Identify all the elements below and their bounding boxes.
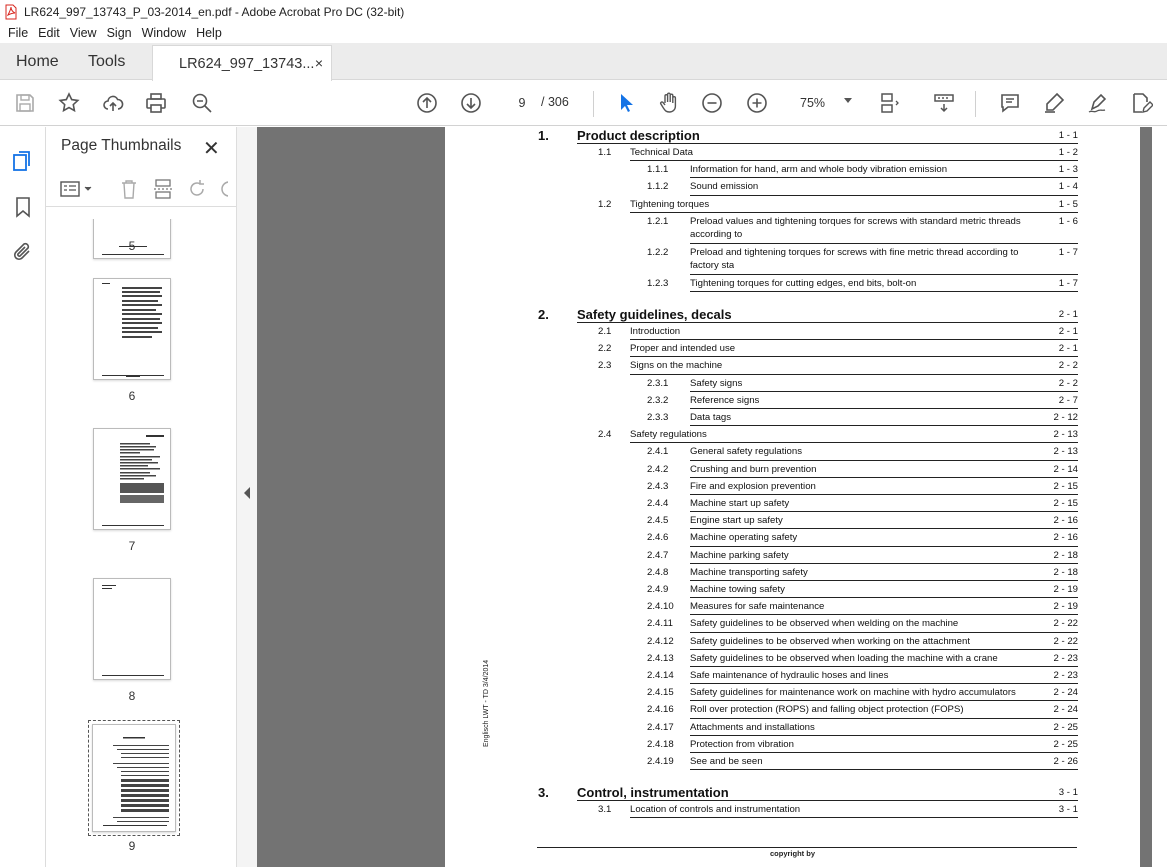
toc-entry-number: 2.4.5 bbox=[647, 515, 669, 527]
toc-entry[interactable] bbox=[445, 512, 1140, 529]
toc-entry-page: 2 - 24 bbox=[1053, 687, 1078, 699]
scroll-mode-icon[interactable] bbox=[930, 89, 958, 117]
toc-entry-page: 2 - 7 bbox=[1058, 394, 1078, 406]
toc-entry[interactable] bbox=[445, 178, 1140, 195]
toc-entry[interactable] bbox=[445, 161, 1140, 178]
close-tab-icon[interactable]: × bbox=[314, 55, 323, 71]
zoom-in-icon[interactable] bbox=[743, 89, 771, 117]
next-page-icon[interactable] bbox=[457, 89, 485, 117]
toc-entry-title: Introduction bbox=[630, 326, 681, 337]
thumbnail-page-7-number: 7 bbox=[128, 539, 136, 553]
toc-entry[interactable] bbox=[445, 495, 1140, 512]
chevron-down-icon bbox=[844, 98, 852, 103]
toc-entry-title: Data tags bbox=[690, 412, 732, 423]
thumbnail-page-6-number: 6 bbox=[128, 389, 136, 403]
toc-entry-title: Reference signs bbox=[690, 394, 760, 406]
toc-entry-page: 3 - 1 bbox=[1058, 787, 1078, 799]
toc-entry-number: 1.1 bbox=[598, 147, 612, 158]
bookmark-star-icon[interactable] bbox=[55, 89, 83, 117]
toc-entry-page: 2 - 22 bbox=[1053, 635, 1078, 647]
tab-document[interactable] bbox=[152, 45, 332, 81]
rotate-page-icon[interactable] bbox=[186, 178, 208, 205]
thumbnail-page-8-number: 8 bbox=[128, 689, 136, 703]
tab-home[interactable]: Home bbox=[16, 52, 59, 70]
toc-entry[interactable] bbox=[445, 306, 1140, 323]
highlight-pen-icon[interactable] bbox=[1040, 89, 1068, 117]
thumbnail-list bbox=[46, 219, 216, 859]
toc-entry-number: 2.4.13 bbox=[647, 652, 674, 664]
toc-entry[interactable] bbox=[445, 478, 1140, 495]
tab-bar bbox=[0, 43, 1167, 80]
copyright-text: copyright by bbox=[770, 849, 816, 858]
toc-entry-title: Roll over protection (ROPS) and falling object protection (FOPS) bbox=[690, 704, 964, 716]
acrobat-pdf-icon bbox=[3, 4, 19, 20]
thumbnail-page-8[interactable] bbox=[93, 578, 171, 680]
toc-entry-number: 2.4.11 bbox=[647, 618, 673, 630]
toc-underline bbox=[690, 769, 1078, 770]
toc-entry[interactable] bbox=[445, 213, 1140, 244]
toc-entry[interactable] bbox=[445, 275, 1140, 292]
menu-bar bbox=[0, 23, 1167, 43]
toc-entry-number: 2.4.12 bbox=[647, 635, 674, 647]
toc-entry-title-continued: according to bbox=[690, 228, 743, 240]
toc-entry[interactable] bbox=[445, 392, 1140, 409]
toc-entry[interactable] bbox=[445, 719, 1140, 736]
toc-entry[interactable] bbox=[445, 340, 1140, 357]
toc-entry-number: 2.4.10 bbox=[647, 601, 674, 613]
toc-entry-page: 2 - 1 bbox=[1058, 343, 1078, 355]
left-navigation-rail bbox=[0, 127, 46, 867]
page-number-input[interactable] bbox=[507, 92, 537, 114]
toc-entry[interactable] bbox=[445, 633, 1140, 650]
pdf-page bbox=[445, 127, 1140, 867]
menu-help[interactable]: Help bbox=[196, 26, 222, 40]
toc-entry-number: 2.4.19 bbox=[647, 756, 674, 767]
toc-entry[interactable] bbox=[445, 127, 1140, 144]
toc-entry-page: 2 - 2 bbox=[1058, 360, 1078, 372]
toc-entry-title: Sound emission bbox=[690, 181, 759, 193]
toc-entry[interactable] bbox=[445, 667, 1140, 684]
toc-entry-page: 1 - 6 bbox=[1058, 215, 1078, 227]
toc-entry[interactable] bbox=[445, 443, 1140, 460]
toc-entry-title: Fire and explosion prevention bbox=[690, 480, 816, 492]
toc-entry-title: Safety guidelines to be observed when loading the machine with a crane bbox=[690, 652, 998, 664]
tab-tools[interactable]: Tools bbox=[88, 52, 126, 70]
toc-entry[interactable] bbox=[445, 461, 1140, 478]
toc-entry-page: 2 - 13 bbox=[1053, 429, 1078, 441]
toc-entry-title: Safety guidelines, decals bbox=[577, 307, 732, 322]
print-icon[interactable] bbox=[142, 89, 170, 117]
toc-entry-title: Information for hand, arm and whole body vibration emission bbox=[690, 164, 948, 176]
hand-tool-icon[interactable] bbox=[655, 89, 683, 117]
title-bar bbox=[0, 0, 1167, 23]
thumbnail-page-6[interactable] bbox=[93, 278, 171, 380]
toc-entry-title: Safety signs bbox=[690, 377, 743, 389]
previous-page-icon[interactable] bbox=[413, 89, 441, 117]
toc-entry-page: 2 - 15 bbox=[1053, 498, 1078, 509]
toc-entry-number: 2.4.6 bbox=[647, 532, 669, 544]
toc-entry-page: 2 - 19 bbox=[1053, 601, 1078, 613]
toc-entry-page: 1 - 7 bbox=[1058, 277, 1078, 289]
page-fit-icon[interactable] bbox=[874, 89, 902, 117]
toc-entry-title: Engine start up safety bbox=[690, 515, 783, 527]
toc-entry-page: 2 - 12 bbox=[1053, 412, 1078, 423]
search-zoom-icon[interactable] bbox=[188, 89, 216, 117]
toc-entry[interactable] bbox=[445, 426, 1140, 443]
toc-entry[interactable] bbox=[445, 409, 1140, 426]
toc-entry-number: 2.4.8 bbox=[647, 566, 669, 578]
sign-pen-icon[interactable] bbox=[1084, 89, 1112, 117]
thumbnail-page-9-selected[interactable] bbox=[92, 724, 176, 832]
toc-entry-number: 1.1.2 bbox=[647, 181, 669, 193]
page-thumbnails-icon[interactable] bbox=[11, 149, 35, 173]
toc-entry-number: 2.4 bbox=[598, 429, 612, 441]
toc-entry-title: Signs on the machine bbox=[630, 360, 723, 372]
toc-entry-page: 2 - 18 bbox=[1053, 566, 1078, 578]
toc-entry-page: 1 - 1 bbox=[1058, 130, 1078, 141]
toc-entry-page: 1 - 4 bbox=[1058, 181, 1078, 193]
toc-entry-number: 1.2.3 bbox=[647, 277, 669, 289]
table-of-contents bbox=[445, 127, 1140, 867]
attachments-paperclip-icon[interactable] bbox=[11, 240, 35, 264]
toc-entry-page: 2 - 1 bbox=[1058, 326, 1078, 337]
toc-entry-title: Measures for safe maintenance bbox=[690, 601, 825, 613]
toc-entry-number: 1.2.1 bbox=[647, 215, 669, 227]
toc-entry-title: Preload values and tightening torques for screws with standard metric threads bbox=[690, 215, 1021, 227]
toc-entry-number: 2.4.14 bbox=[647, 670, 674, 681]
toc-entry[interactable] bbox=[445, 144, 1140, 161]
toc-entry[interactable] bbox=[445, 564, 1140, 581]
toc-entry[interactable] bbox=[445, 598, 1140, 615]
toc-entry[interactable] bbox=[445, 684, 1140, 701]
toc-entry-title: See and be seen bbox=[690, 756, 763, 767]
upload-cloud-icon[interactable] bbox=[99, 89, 127, 117]
toc-entry-number: 1.2.2 bbox=[647, 246, 669, 258]
toc-entry[interactable] bbox=[445, 375, 1140, 392]
toc-entry-number: 3.1 bbox=[598, 804, 612, 816]
toc-entry-number: 2.3.3 bbox=[647, 412, 669, 423]
toc-entry[interactable] bbox=[445, 357, 1140, 374]
toc-entry-page: 2 - 14 bbox=[1053, 463, 1078, 475]
toc-entry-page: 2 - 2 bbox=[1058, 377, 1078, 389]
toc-entry[interactable] bbox=[445, 736, 1140, 753]
toc-entry-page: 1 - 3 bbox=[1058, 164, 1078, 176]
toc-entry-number: 2.3.1 bbox=[647, 377, 669, 389]
toc-entry-number: 2.4.4 bbox=[647, 498, 669, 509]
toc-entry-number: 2.4.16 bbox=[647, 704, 674, 716]
toc-entry-title: Control, instrumentation bbox=[577, 785, 729, 801]
toc-entry-number: 2.4.3 bbox=[647, 480, 669, 492]
toc-entry[interactable] bbox=[445, 547, 1140, 564]
toc-entry[interactable] bbox=[445, 244, 1140, 275]
toc-entry-number: 2.1 bbox=[598, 326, 612, 337]
toc-entry-title: General safety regulations bbox=[690, 446, 802, 458]
toc-entry-title: Product description bbox=[577, 128, 700, 143]
toc-entry-page: 2 - 19 bbox=[1053, 584, 1078, 595]
toc-entry[interactable] bbox=[445, 323, 1140, 340]
thumbnail-page-7[interactable] bbox=[93, 428, 171, 530]
toc-entry[interactable] bbox=[445, 784, 1140, 801]
toc-entry-title: Location of controls and instrumentation bbox=[630, 804, 801, 816]
tab-document-label: LR624_997_13743... bbox=[179, 55, 315, 72]
toc-entry-number: 3. bbox=[538, 785, 549, 801]
toc-entry-number: 2.4.18 bbox=[647, 738, 674, 750]
main-toolbar bbox=[0, 81, 1167, 126]
toc-entry-number: 2. bbox=[538, 307, 549, 322]
toc-entry[interactable] bbox=[445, 801, 1140, 818]
viewer-scrollbar[interactable] bbox=[1152, 127, 1167, 867]
thumbnail-options-icon[interactable] bbox=[60, 179, 94, 204]
toc-entry-title: Machine operating safety bbox=[690, 532, 798, 544]
window-title: LR624_997_13743_P_03-2014_en.pdf - Adobe Acrobat Pro DC (32-bit) bbox=[24, 4, 405, 19]
toc-entry-page: 2 - 26 bbox=[1053, 756, 1078, 767]
toc-entry-number: 2.3.2 bbox=[647, 394, 669, 406]
toc-entry-page: 2 - 16 bbox=[1053, 532, 1078, 544]
toc-entry-number: 2.3 bbox=[598, 360, 612, 372]
toc-entry-title: Safe maintenance of hydraulic hoses and lines bbox=[690, 670, 889, 681]
toc-entry-number: 2.4.7 bbox=[647, 549, 669, 561]
delete-page-icon[interactable] bbox=[118, 178, 140, 205]
thumbnail-page-9-number: 9 bbox=[128, 839, 136, 853]
toc-entry-title: Technical Data bbox=[630, 147, 693, 158]
toc-entry[interactable] bbox=[445, 581, 1140, 598]
toc-entry-page: 2 - 24 bbox=[1053, 704, 1078, 716]
toc-entry-number: 1.1.1 bbox=[647, 164, 669, 176]
toc-entry-number: 1.2 bbox=[598, 198, 612, 210]
toc-entry-title: Tightening torques bbox=[630, 198, 710, 210]
toolbar-divider bbox=[975, 91, 976, 117]
side-label: Englisch LWT - TD 3/4/2014 bbox=[483, 659, 490, 747]
toc-entry-title: Safety guidelines for maintenance work on machine with hydro accumulators bbox=[690, 687, 1016, 699]
toc-entry-title: Tightening torques for cutting edges, end bits, bolt-on bbox=[690, 277, 917, 289]
page-total: / 306 bbox=[541, 95, 569, 109]
toc-entry-title: Safety guidelines to be observed when working on the attachment bbox=[690, 635, 970, 647]
toc-entry-number: 2.4.17 bbox=[647, 721, 674, 733]
toc-underline bbox=[690, 291, 1078, 292]
toc-entry[interactable] bbox=[445, 753, 1140, 770]
toc-entry[interactable] bbox=[445, 196, 1140, 213]
extract-pages-icon[interactable] bbox=[152, 178, 174, 205]
footer-line bbox=[537, 847, 1077, 848]
edit-pdf-icon[interactable] bbox=[1127, 89, 1155, 117]
toc-entry[interactable] bbox=[445, 650, 1140, 667]
more-tools-icon[interactable] bbox=[218, 178, 228, 200]
page-thumbnails-panel bbox=[46, 127, 236, 867]
toc-entry-page: 2 - 16 bbox=[1053, 515, 1078, 527]
toc-underline bbox=[630, 817, 1078, 818]
select-cursor-icon[interactable] bbox=[612, 89, 640, 117]
toc-entry-title: Attachments and installations bbox=[690, 721, 815, 733]
menu-view[interactable]: View bbox=[69, 26, 97, 40]
toc-entry-title: Safety guidelines to be observed when welding on the machine bbox=[690, 618, 959, 630]
toc-entry-page: 2 - 25 bbox=[1053, 738, 1078, 750]
close-panel-icon[interactable]: ✕ bbox=[203, 138, 220, 160]
toc-entry-page: 2 - 23 bbox=[1053, 670, 1078, 681]
zoom-level-value: 75% bbox=[800, 96, 826, 110]
toc-entry-page: 2 - 15 bbox=[1053, 480, 1078, 492]
toc-entry-page: 3 - 1 bbox=[1058, 804, 1078, 816]
toc-entry-page: 1 - 2 bbox=[1058, 147, 1078, 158]
menu-window[interactable]: Window bbox=[141, 26, 187, 40]
bookmarks-icon[interactable] bbox=[11, 195, 35, 219]
toc-entry-title: Preload and tightening torques for screws with fine metric thread according to bbox=[690, 246, 1019, 258]
toc-entry-number: 1. bbox=[538, 128, 549, 143]
toc-entry-page: 2 - 1 bbox=[1058, 309, 1078, 320]
toc-entry-number: 2.4.9 bbox=[647, 584, 669, 595]
toc-entry[interactable] bbox=[445, 529, 1140, 546]
document-viewer[interactable] bbox=[257, 127, 1167, 867]
toc-entry-title: Machine start up safety bbox=[690, 498, 790, 509]
menu-sign[interactable]: Sign bbox=[106, 26, 132, 40]
panel-title: Page Thumbnails bbox=[61, 137, 182, 154]
toc-entry-title: Machine transporting safety bbox=[690, 566, 808, 578]
toc-entry-title-continued: factory sta bbox=[690, 259, 735, 271]
toc-entry-number: 2.4.2 bbox=[647, 463, 669, 475]
toc-entry-number: 2.2 bbox=[598, 343, 612, 355]
toc-entry-page: 2 - 23 bbox=[1053, 652, 1078, 664]
toc-entry-number: 2.4.15 bbox=[647, 687, 674, 699]
toc-entry-page: 1 - 7 bbox=[1058, 246, 1078, 258]
toc-entry[interactable] bbox=[445, 701, 1140, 718]
toc-entry-page: 2 - 13 bbox=[1053, 446, 1078, 458]
toc-entry-page: 2 - 22 bbox=[1053, 618, 1078, 630]
panel-splitter[interactable] bbox=[236, 127, 257, 867]
toc-entry-page: 2 - 18 bbox=[1053, 549, 1078, 561]
toc-entry-page: 1 - 5 bbox=[1058, 198, 1078, 210]
zoom-level-select[interactable] bbox=[790, 92, 858, 114]
toc-entry-title: Protection from vibration bbox=[690, 738, 794, 750]
toolbar-divider bbox=[593, 91, 594, 117]
toc-entry-title: Machine parking safety bbox=[690, 549, 789, 561]
save-icon[interactable] bbox=[11, 89, 39, 117]
toc-entry-page: 2 - 25 bbox=[1053, 721, 1078, 733]
zoom-out-icon[interactable] bbox=[698, 89, 726, 117]
thumbnail-page-5-number: 5 bbox=[128, 239, 136, 253]
menu-edit[interactable]: Edit bbox=[38, 26, 60, 40]
toc-entry-title: Proper and intended use bbox=[630, 343, 736, 355]
thumbnail-tools bbox=[46, 173, 236, 207]
toc-entry[interactable] bbox=[445, 615, 1140, 632]
toc-entry-title: Safety regulations bbox=[630, 429, 707, 441]
toc-entry-title: Machine towing safety bbox=[690, 584, 785, 595]
toc-entry-number: 2.4.1 bbox=[647, 446, 669, 458]
collapse-panel-icon[interactable] bbox=[244, 487, 250, 499]
comment-icon[interactable] bbox=[996, 89, 1024, 117]
menu-file[interactable]: File bbox=[8, 26, 29, 40]
toc-entry-title: Crushing and burn prevention bbox=[690, 463, 817, 475]
